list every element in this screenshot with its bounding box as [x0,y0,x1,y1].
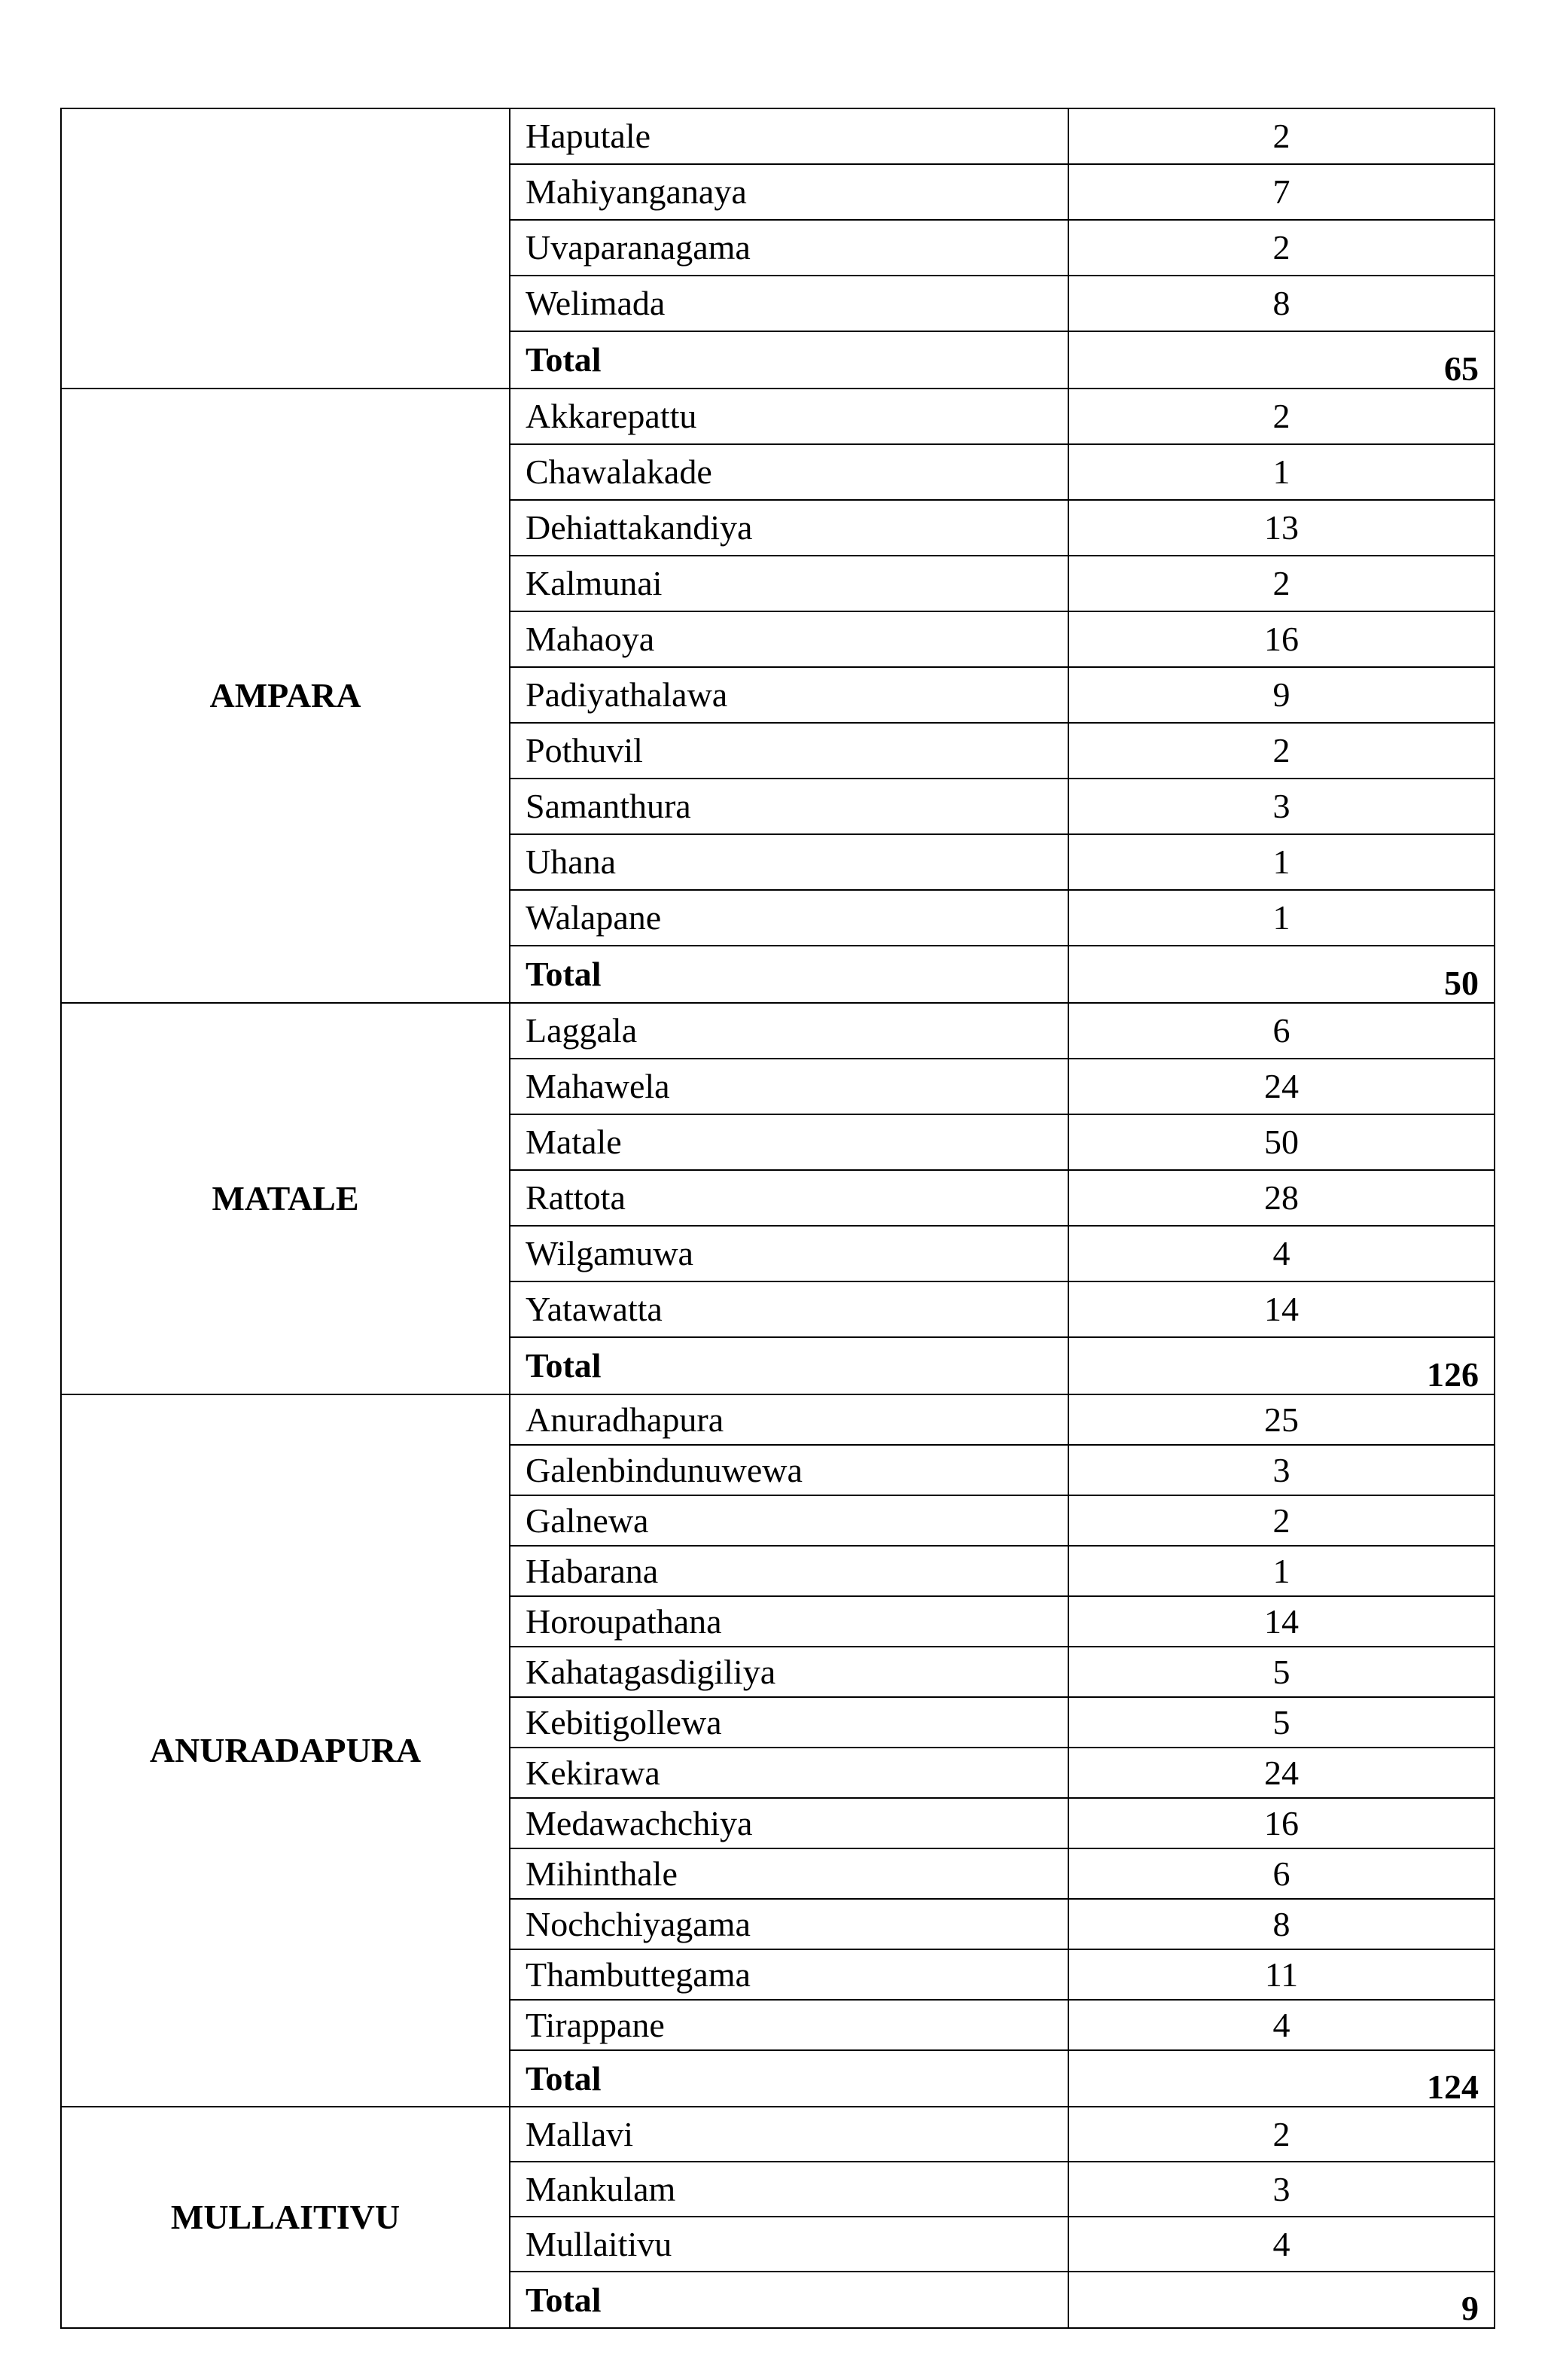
table-row [61,1003,1495,1059]
district-cell [61,108,510,389]
count-cell: 5 [1068,1697,1495,1748]
place-cell: Mullaitivu [510,2217,1068,2272]
count-cell: 11 [1068,1949,1495,2000]
place-cell: Akkarepattu [510,389,1068,444]
count-cell: 1 [1068,890,1495,946]
place-cell: Chawalakade [510,444,1068,500]
count-cell: 14 [1068,1281,1495,1337]
place-cell: Haputale [510,108,1068,164]
place-cell: Uhana [510,834,1068,890]
place-cell: Mallavi [510,2107,1068,2162]
count-cell: 16 [1068,611,1495,667]
count-cell: 4 [1068,1226,1495,1281]
total-label: Total [510,946,1068,1003]
total-value: 65 [1068,331,1495,389]
count-cell: 14 [1068,1596,1495,1647]
place-cell: Mahawela [510,1059,1068,1114]
place-cell: Anuradhapura [510,1394,1068,1445]
total-value: 50 [1068,946,1495,1003]
place-cell: Nochchiyagama [510,1899,1068,1949]
total-label: Total [510,2050,1068,2107]
count-cell: 50 [1068,1114,1495,1170]
place-cell: Galnewa [510,1495,1068,1546]
count-cell: 3 [1068,779,1495,834]
count-cell: 2 [1068,389,1495,444]
place-cell: Samanthura [510,779,1068,834]
count-cell: 16 [1068,1798,1495,1848]
district-table [60,108,1495,2329]
place-cell: Uvaparanagama [510,220,1068,276]
place-cell: Kalmunai [510,556,1068,611]
count-cell: 4 [1068,2217,1495,2272]
total-label: Total [510,2272,1068,2328]
district-cell: AMPARA [61,389,510,1003]
total-value: 9 [1068,2272,1495,2328]
count-cell: 24 [1068,1748,1495,1798]
count-cell: 2 [1068,723,1495,779]
count-cell: 25 [1068,1394,1495,1445]
district-cell: MATALE [61,1003,510,1394]
table-body [61,108,1495,2328]
total-label: Total [510,1337,1068,1394]
total-label: Total [510,331,1068,389]
place-cell: Habarana [510,1546,1068,1596]
place-cell: Tirappane [510,2000,1068,2050]
place-cell: Medawachchiya [510,1798,1068,1848]
table-row [61,108,1495,164]
table-row [61,2107,1495,2162]
count-cell: 1 [1068,444,1495,500]
total-value: 126 [1068,1337,1495,1394]
count-cell: 3 [1068,1445,1495,1495]
count-cell: 2 [1068,2107,1495,2162]
place-cell: Kahatagasdigiliya [510,1647,1068,1697]
count-cell: 8 [1068,276,1495,331]
place-cell: Laggala [510,1003,1068,1059]
place-cell: Kebitigollewa [510,1697,1068,1748]
count-cell: 2 [1068,556,1495,611]
place-cell: Welimada [510,276,1068,331]
place-cell: Wilgamuwa [510,1226,1068,1281]
place-cell: Padiyathalawa [510,667,1068,723]
district-cell: MULLAITIVU [61,2107,510,2328]
place-cell: Mihinthale [510,1848,1068,1899]
place-cell: Yatawatta [510,1281,1068,1337]
place-cell: Horoupathana [510,1596,1068,1647]
place-cell: Walapane [510,890,1068,946]
count-cell: 24 [1068,1059,1495,1114]
count-cell: 1 [1068,834,1495,890]
place-cell: Mankulam [510,2162,1068,2217]
count-cell: 13 [1068,500,1495,556]
count-cell: 1 [1068,1546,1495,1596]
count-cell: 6 [1068,1848,1495,1899]
place-cell: Dehiattakandiya [510,500,1068,556]
total-value: 124 [1068,2050,1495,2107]
count-cell: 2 [1068,220,1495,276]
count-cell: 4 [1068,2000,1495,2050]
place-cell: Matale [510,1114,1068,1170]
count-cell: 2 [1068,108,1495,164]
count-cell: 2 [1068,1495,1495,1546]
count-cell: 6 [1068,1003,1495,1059]
place-cell: Mahaoya [510,611,1068,667]
count-cell: 7 [1068,164,1495,220]
count-cell: 5 [1068,1647,1495,1697]
place-cell: Mahiyanganaya [510,164,1068,220]
table-row [61,1394,1495,1445]
place-cell: Pothuvil [510,723,1068,779]
count-cell: 9 [1068,667,1495,723]
place-cell: Galenbindunuwewa [510,1445,1068,1495]
place-cell: Rattota [510,1170,1068,1226]
count-cell: 3 [1068,2162,1495,2217]
count-cell: 8 [1068,1899,1495,1949]
count-cell: 28 [1068,1170,1495,1226]
district-cell: ANURADAPURA [61,1394,510,2107]
place-cell: Kekirawa [510,1748,1068,1798]
table-row [61,389,1495,444]
place-cell: Thambuttegama [510,1949,1068,2000]
